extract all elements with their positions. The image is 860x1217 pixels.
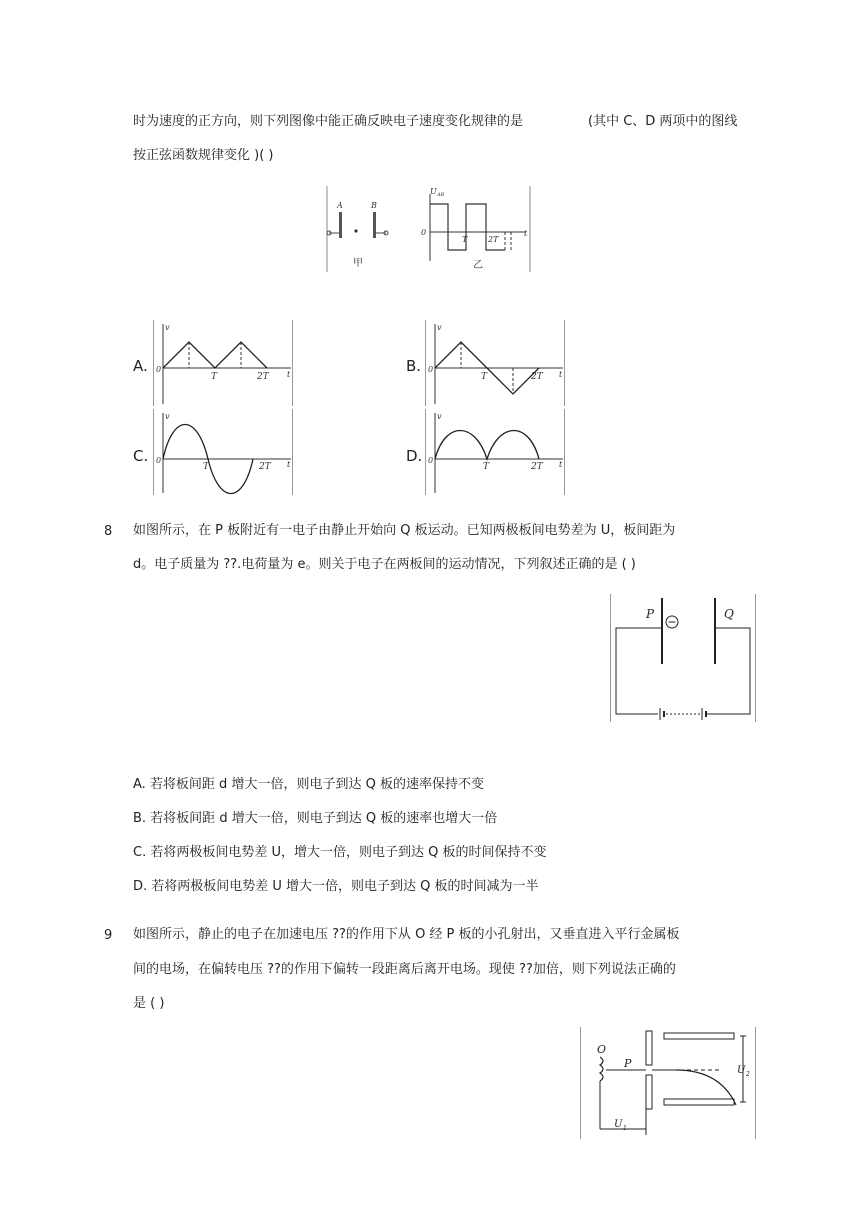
svg-text:1: 1 bbox=[623, 1125, 627, 1132]
svg-text:t: t bbox=[559, 370, 563, 379]
svg-text:Q: Q bbox=[724, 607, 734, 621]
q7-option-c-label[interactable]: C. bbox=[133, 447, 149, 465]
q7-figure-jia-yi bbox=[326, 186, 531, 272]
q8-option-a[interactable]: A. 若将板间距 d 增大一倍，则电子到达 Q 板的速率保持不变 bbox=[133, 777, 484, 792]
svg-text:t: t bbox=[524, 229, 528, 238]
q8-circuit-figure bbox=[610, 594, 756, 722]
svg-text:2T: 2T bbox=[259, 462, 271, 472]
q7-option-b-label[interactable]: B. bbox=[406, 357, 422, 375]
svg-text:t: t bbox=[559, 460, 563, 469]
svg-text:U: U bbox=[614, 1119, 623, 1130]
q7-option-a-label[interactable]: A. bbox=[133, 357, 148, 375]
svg-text:T: T bbox=[211, 372, 218, 382]
svg-text:P: P bbox=[624, 1057, 632, 1070]
q7-graph-c bbox=[153, 409, 293, 495]
q7-option-d-label[interactable]: D. bbox=[406, 447, 423, 465]
q8-option-b[interactable]: B. 若将板间距 d 增大一倍，则电子到达 Q 板的速率也增大一倍 bbox=[133, 811, 498, 826]
svg-text:0: 0 bbox=[428, 365, 434, 374]
q9-text-line2: 间的电场，在偏转电压 ??的作用下偏转一段距离后离开电场。现使 ??加倍，则下列说法正确的 bbox=[133, 962, 676, 977]
q8-number: 8 bbox=[104, 524, 113, 539]
svg-text:t: t bbox=[287, 460, 291, 469]
svg-text:A: A bbox=[337, 201, 343, 210]
svg-text:U: U bbox=[430, 187, 437, 196]
svg-text:T: T bbox=[483, 462, 490, 472]
svg-text:B: B bbox=[371, 201, 377, 210]
svg-text:T: T bbox=[481, 372, 488, 382]
svg-text:0: 0 bbox=[156, 365, 162, 374]
svg-text:v: v bbox=[437, 412, 442, 421]
svg-text:T: T bbox=[462, 235, 468, 244]
svg-text:2: 2 bbox=[746, 1071, 750, 1078]
fig-yi-label: 乙 bbox=[473, 260, 483, 271]
svg-text:2T: 2T bbox=[488, 235, 499, 244]
q9-number: 9 bbox=[104, 928, 113, 943]
q8-option-d[interactable]: D. 若将两极板间电势差 U 增大一倍，则电子到达 Q 板的时间减为一半 bbox=[133, 879, 539, 894]
svg-text:2T: 2T bbox=[531, 462, 543, 472]
fig-jia-label: 甲 bbox=[353, 258, 363, 269]
svg-text:0: 0 bbox=[156, 456, 162, 465]
svg-text:t: t bbox=[287, 370, 291, 379]
svg-text:U: U bbox=[737, 1065, 746, 1076]
q8-option-c[interactable]: C. 若将两极板间电势差 U，增大一倍，则电子到达 Q 板的时间保持不变 bbox=[133, 845, 547, 860]
svg-text:0: 0 bbox=[421, 228, 427, 237]
q7-graph-b bbox=[425, 320, 565, 406]
q7-text-line1b: (其中 C、D 两项中的图线 bbox=[588, 114, 738, 129]
svg-text:O: O bbox=[597, 1043, 607, 1056]
svg-text:v: v bbox=[165, 323, 170, 332]
q9-text-line1: 如图所示，静止的电子在加速电压 ??的作用下从 O 经 P 板的小孔射出，又垂直进入平行金属板 bbox=[133, 927, 680, 942]
svg-text:AB: AB bbox=[437, 192, 445, 198]
q9-deflection-figure bbox=[580, 1027, 756, 1139]
svg-text:v: v bbox=[437, 323, 442, 332]
svg-text:0: 0 bbox=[428, 456, 434, 465]
svg-text:v: v bbox=[165, 412, 170, 421]
q9-text-line3: 是 ( ) bbox=[133, 996, 165, 1011]
q7-graph-d bbox=[425, 409, 565, 495]
svg-text:T: T bbox=[203, 462, 210, 472]
svg-text:2T: 2T bbox=[531, 372, 543, 382]
q7-text-line2: 按正弦函数规律变化 )( ) bbox=[133, 148, 274, 163]
svg-text:2T: 2T bbox=[257, 372, 269, 382]
q7-text-line1a: 时为速度的正方向，则下列图像中能正确反映电子速度变化规律的是 bbox=[133, 114, 524, 129]
q8-text-line2: d。电子质量为 ??.电荷量为 e。则关于电子在两板间的运动情况，下列叙述正确的是 ( ) bbox=[133, 557, 636, 572]
q7-graph-a bbox=[153, 320, 293, 406]
q8-text-line1: 如图所示，在 P 板附近有一电子由静止开始向 Q 板运动。已知两极板间电势差为 U，板间距为 bbox=[133, 523, 676, 538]
svg-text:P: P bbox=[646, 607, 655, 621]
